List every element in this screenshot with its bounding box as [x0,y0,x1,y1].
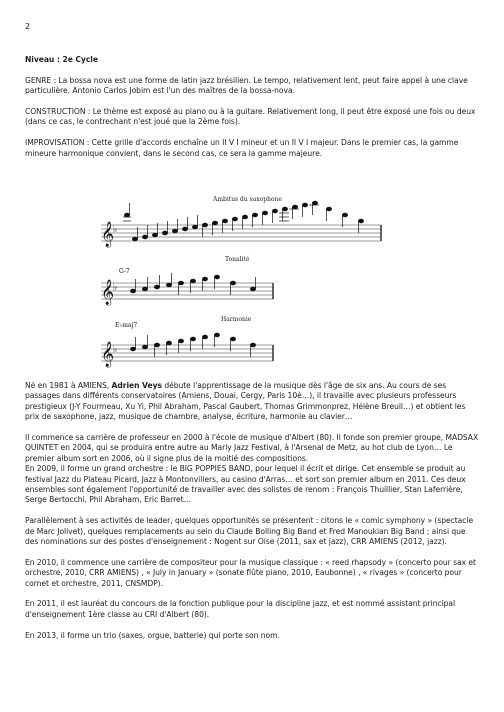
bio-intro-rest: débute l'apprentissage de la musique dès l'âge de six ans. Au cours de ses passages dans différents conservatoires (Amiens, Douai, Cergy, Paris 10è…), il travaille avec plusieurs professeurs prestigieux (J-Y Fourmeau, Xu Yi, Phil Abraham, Pascal Gaubert, Thomas Grimmonprez, Hélène Breuil…) et obtient les prix de saxophone, jazz, musique de chambre, analyse, écriture, harmonie au clavier… [25,381,466,422]
chord-symbol-eb-major: E♭maj7 [115,322,138,329]
score-label-tonalite: Tonalité [225,256,250,263]
bio-paragraph-2: Il commence sa carrière de professeur en 2000 à l'école de musique d'Albert (80). Il fonde son premier groupe, MADSAX QUINTET en 2004, qui se produira entre autre au Marly Jazz Festival, à l'Arsenal de Metz, au hot club de Lyon… Le premier album sort en 2006, où il signe plus de la moitié des compositions. [25,433,479,463]
construction-paragraph: CONSTRUCTION : Le thème est exposé au piano ou à la guitare. Relativement long, il peut être exposé une fois ou deux (dans ce cas, le contrechant n'est joué que la 2ème fois). [25,107,476,127]
music-score [93,187,389,373]
score-label-harmonie: Harmonie [221,316,252,323]
treble-clef-icon: 𝄞 [101,222,115,247]
bio-paragraph-5: En 2010, il commence une carrière de compositeur pour la musique classique : « reed rhapsody » (concerto pour sax et orchestre, 2010, CRR AMIENS) , « July in January » (sonate flûte piano, 2010, Eaubonne) , « rivages » (concerto pour cornet et orchestre, 2011, CNSMDP). [25,557,476,588]
page-number: 2 [25,22,31,31]
staff-harmonie [101,345,273,361]
intro-section [25,55,481,169]
bio-paragraph-3: En 2009, il forme un grand orchestre : le BIG POPPIES BAND, pour lequel il écrit et dirige. Cet ensemble se produit au festival Jazz du Plateau Picard, Jazz à Montonvillers, au casino d'Arras… et sort son premier album en 2011. Ces deux ensembles sont également l'opportunité de travailler avec des solistes de renom : François Thuillier, Stan Laferrière, Serge Bertocchi, Phil Abraham, Eric Barret… [25,464,466,505]
treble-clef-icon: 𝄞 [101,280,115,305]
bio-paragraph-6: En 2011, il est lauréat du concours de la fonction publique pour la discipline jazz, et est nommé assistant principal d'enseignement 1ère classe au CRI d'Albert (80). [25,599,456,619]
chord-symbol-g-minor: G-7 [119,268,130,275]
flat-sign-icon: ♭ [113,225,118,235]
ambitus-notes [123,201,364,241]
tonalite-notes [130,273,255,295]
score-label-ambitus: Ambitus du saxophone [213,196,283,203]
improvisation-paragraph: IMPROVISATION : Cette grille d'accords enchaîne un II V I mineur et un II V I majeur. Dans le premier cas, la gamme mineure harmonique convient, dans le second cas, ce sera la gamme majeure. [25,138,459,158]
bio-paragraph-4: Parallèlement à ses activités de leader, quelques opportunités se présentent : citons le « comic symphony » (spectacle de Marc Jolivet), quelques remplacements au sein du Claude Bolling Big Band et Fred Manoukian Big Band ; ainsi que des nominations sur des postes d'enseignement : Nogent sur Oise (2011, sax et jazz), CRR AMIENS (2012, jazz). [25,516,474,547]
genre-paragraph: GENRE : La bossa nova est une forme de latin jazz brésilien. Le tempo, relativement lent, peut faire appel à une clave particulière. Antonio Carlos Jobim est l'un des maîtres de la bossa-nova. [25,75,468,96]
level-heading: Niveau : 2e Cycle [25,55,98,64]
bio-intro: Né en 1981 à AMIENS, [25,381,112,390]
bio-paragraph-7: En 2013, il forme un trio (saxes, orgue, batterie) qui porte son nom. [25,630,280,640]
staff-tonalite [101,283,273,299]
biography-section [25,381,481,651]
flat-sign-icon: ♭ [113,283,118,293]
bio-paragraph-1 [25,381,481,423]
artist-name: Adrien Veys [111,381,162,390]
flat-sign-icon: ♭ [113,345,118,355]
treble-clef-icon: 𝄞 [101,342,115,367]
